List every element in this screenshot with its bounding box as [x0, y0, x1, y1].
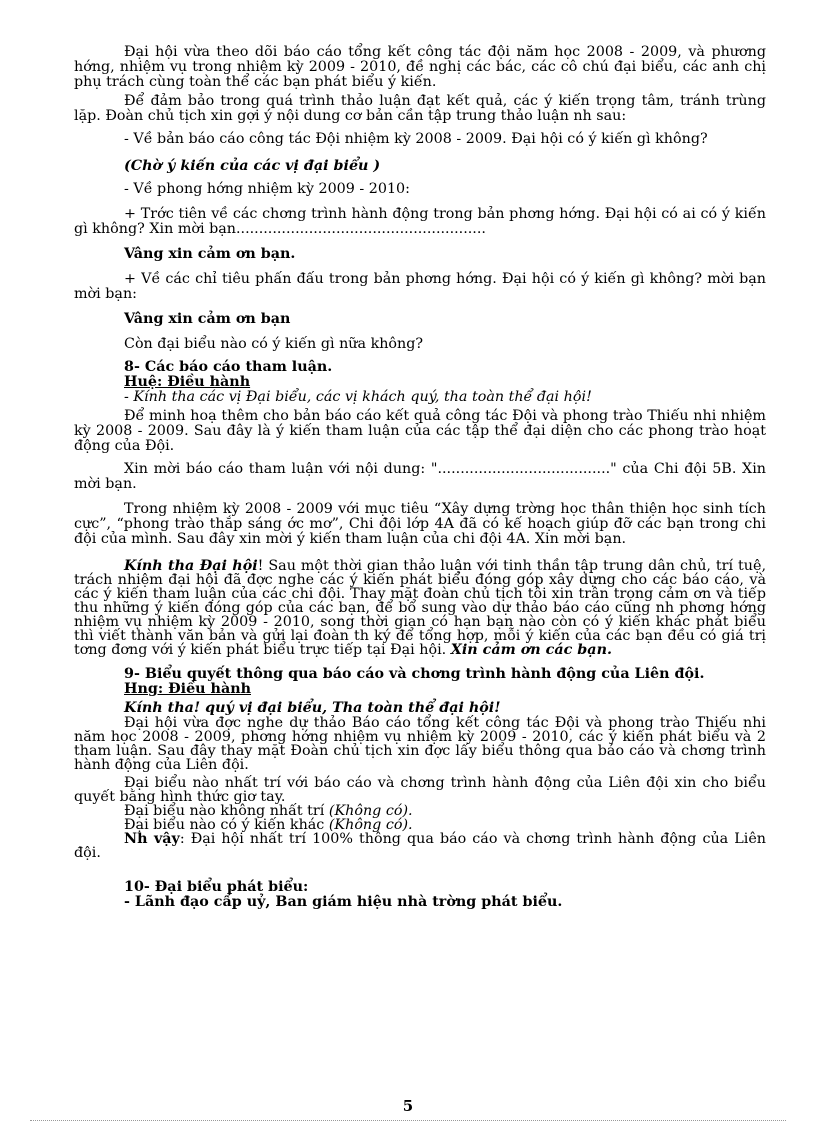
paragraph: Đại hội vừa theo dõi báo cáo tổng kết công tác đội năm học 2008 - 2009, và phương hớng, nhiệm vụ trong nhiệm kỳ 2009 - 2010, đề nghị các bác, các cô chú đại biểu, các anh chị phụ trách cùng toàn thể các bạn phát biểu ý kiến. [74, 44, 766, 90]
paragraph [74, 804, 766, 818]
inline-lead: Nh vậy [124, 831, 180, 847]
inline-body: Đại biểu nào có ý kiến khác [124, 817, 329, 833]
section-heading-9: 9- Biểu quyết thông qua báo cáo và chơng trình hành động của Liên đội. [124, 666, 705, 682]
paragraph: Xin mời báo cáo tham luận với nội dung: "......................................" của Chi đội 5B. Xin mời bạn. [74, 461, 766, 492]
section-host-8: Huệ: Điều hành [124, 374, 251, 390]
inline-body: Đại biểu nào không nhất trí [124, 803, 329, 819]
paragraph: Vâng xin cảm ơn bạn [124, 311, 291, 327]
paragraph: Đại hội vừa đợc nghe dự thảo Báo cáo tổng kết công tác Đội và phong trào Thiếu nhi năm học 2008 - 2009, phơng hớng nhiệm vụ nhiệm kỳ 2009 - 2010, các ý kiến phát biểu và 2 tham luận. Sau đây thay mặt Đoàn chủ tịch xin đợc lấy biểu thông qua báo cáo và chơng trình hành động của Liên đội. [74, 715, 766, 773]
paragraph: Vâng xin cảm ơn bạn. [124, 246, 296, 262]
greeting: - Kính tha các vị Đại biểu, các vị khách quý, tha toàn thể đại hội! [124, 389, 592, 405]
document-body [74, 45, 766, 910]
paragraph [74, 832, 766, 860]
page-number: 5 [402, 1097, 414, 1115]
inline-tail: Xin cảm ơn các bạn. [450, 642, 612, 658]
greeting: Kính tha! quý vị đại biểu, Tha toàn thể đại hội! [124, 700, 501, 716]
paragraph: (Chờ ý kiến của các vị đại biểu ) [124, 158, 381, 174]
paragraph: + Trớc tiên về các chơng trình hành động trong bản phơng hớng. Đại hội có ai có ý kiến gì không? Xin mời bạn....................................................... [74, 206, 766, 237]
paragraph: + Về các chỉ tiêu phấn đấu trong bản phơng hớng. Đại hội có ý kiến gì không? mời bạn mời bạn: [74, 271, 766, 302]
section-heading-10: 10- Đại biểu phát biểu: [124, 879, 309, 895]
footer-divider [30, 1120, 786, 1121]
inline-lead: Kính tha Đại hội [124, 558, 258, 574]
paragraph: - Về bản báo cáo công tác Đội nhiệm kỳ 2008 - 2009. Đại hội có ý kiến gì không? [124, 131, 708, 147]
inline-body: ! Sau một thời gian thảo luận với tinh thần tập trung dân chủ, trí tuệ, trách nhiệm đại hội đã đợc nghe các ý kiến phát biểu đóng góp xây dựng cho các báo cáo, và các ý kiến tham luận của các chi đội. Thay mặt đoàn chủ tịch tôi xin trân trọng cảm ơn và tiếp thu những ý kiến đóng góp của các bạn, để bổ sung vào dự thảo báo cáo cũng nh phơng hớng nhiệm vụ nhiệm kỳ 2009 - 2010, song thời gian có hạn bạn nào còn có ý kiến khác phát biểu thì viết thành văn bản và gửi lại đoàn th ký để tổng hợp, mỗi ý kiến của các bạn đều có giá trị tơng đơng với ý kiến phát biểu trực tiếp tại Đại hội. [74, 558, 766, 658]
paragraph: Còn đại biểu nào có ý kiến gì nữa không? [124, 336, 424, 352]
section-subheading-10: - Lãnh đạo cấp uỷ, Ban giám hiệu nhà trờng phát biểu. [124, 894, 563, 910]
paragraph: Trong nhiệm kỳ 2008 - 2009 với mục tiêu “Xây dựng trờng học thân thiện học sinh tích cực”, “phong trào thắp sáng ớc mơ”, Chi đội lớp 4A đã có kế hoạch giúp đỡ các bạn trong chi đội của mình. Sau đây xin mời ý kiến tham luận của chi đội 4A. Xin mời bạn. [74, 501, 766, 547]
paragraph [74, 559, 766, 657]
section-host-9: Hng: Điều hành [124, 681, 251, 697]
paragraph: - Về phong hớng nhiệm kỳ 2009 - 2010: [124, 181, 410, 197]
section-heading-8: 8- Các báo cáo tham luận. [124, 359, 333, 375]
inline-note: (Không có). [328, 803, 413, 819]
paragraph: Để minh hoạ thêm cho bản báo cáo kết quả công tác Đội và phong trào Thiếu nhi nhiệm kỳ 2008 - 2009. Sau đây là ý kiến tham luận của các tập thể đại diện cho các phong trào hoạt động của Đội. [74, 408, 766, 454]
inline-note: (Không có). [328, 817, 413, 833]
paragraph: Để đảm bảo trong quá trình thảo luận đạt kết quả, các ý kiến trọng tâm, tránh trùng lặp. Đoàn chủ tịch xin gợi ý nội dung cơ bản cần tập trung thảo luận nh sau: [74, 93, 766, 124]
paragraph [74, 818, 766, 832]
inline-body: : Đại hội nhất trí 100% thông qua báo cáo và chơng trình hành động của Liên đội. [74, 831, 766, 861]
paragraph: Đại biểu nào nhất trí với báo cáo và chơng trình hành động của Liên đội xin cho biểu quyết bằng hình thức giơ tay. [74, 775, 766, 805]
